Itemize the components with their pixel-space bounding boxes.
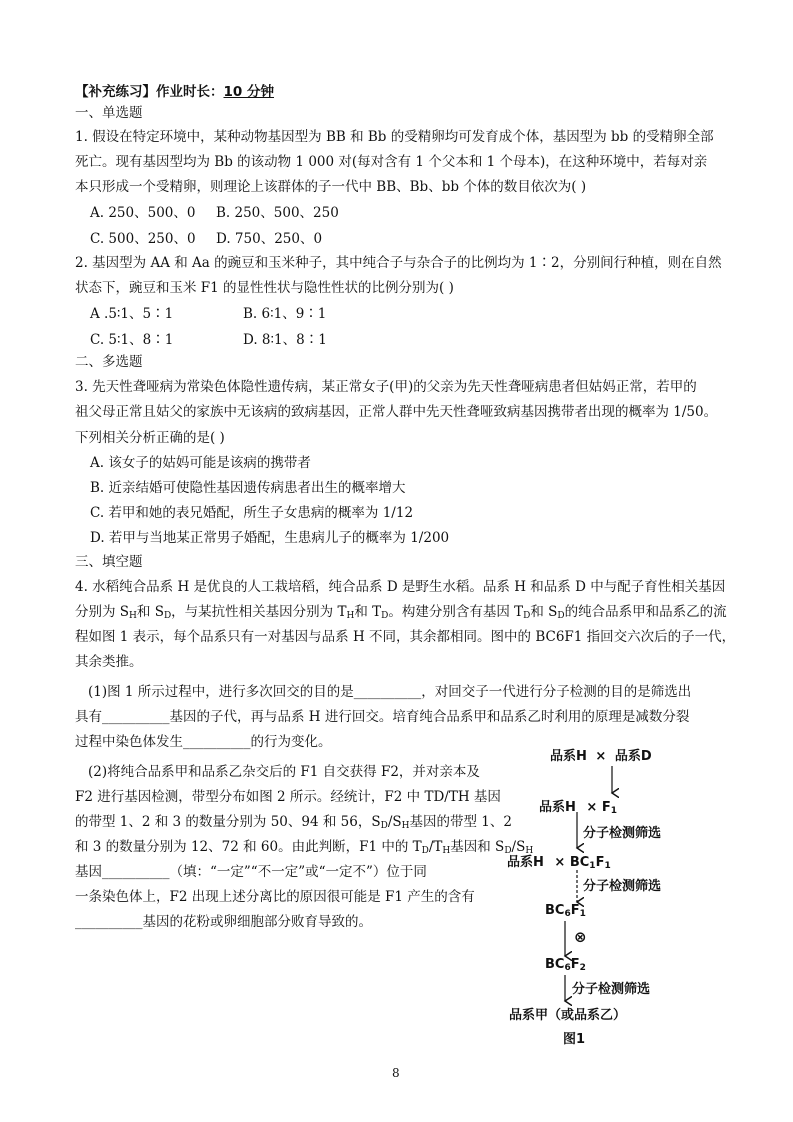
f-label: F [570,957,580,972]
q1-line1: 1. 假设在特定环境中，某种动物基因型为 BB 和 Bb 的受精卵均可发育成个体，基因型为 bb 的受精卵全部 [75,129,714,145]
q4-text: 基因和 S [450,839,505,855]
f-label: F [595,855,605,870]
q4-part1-line3: 过程中染色体发生__________的行为变化。 [75,734,332,750]
section-single-choice: 一、单选题 [75,105,143,121]
q4-part2-line5: 基因__________（填：“一定”“不一定”或“一定不”）位于同 [75,864,427,880]
flow-label-screening-2: 分子检测筛选 [583,879,662,894]
q3-option-d: D. 若甲与当地某正常男子婚配，生患病儿子的概率为 1/200 [90,530,450,546]
q3-line3: 下列相关分析正确的是( ) [75,430,225,446]
q4-part2-line1: (2)将纯合品系甲和品系乙杂交后的 F1 自交获得 F2，并对亲本及 [88,764,480,780]
cross-symbol: × [595,749,607,764]
q1-option-a: A. 250、500、0 [90,205,196,221]
bc1-label: × BC [554,855,590,870]
assignment-header [75,82,274,102]
sub-h: H [129,611,137,621]
selfing-symbol: ⊗ [574,928,587,946]
sub-d: D [163,611,172,621]
q3-line2: 祖父母正常且姑父的家族中无该病的致病基因，正常人群中先天性聋哑致病基因携带者出现的概率为 1/50。 [75,404,718,420]
sub-d: D [523,611,531,621]
q3-line1: 3. 先天性聋哑病为常染色体隐性遗传病，某正常女子(甲)的父亲为先天性聋哑病患者但姑妈正常，若甲的 [75,379,697,395]
q4-line2 [75,602,727,626]
sub-1: 1 [579,909,586,919]
sub-1: 1 [610,806,617,816]
flow-label-screening-1: 分子检测筛选 [583,826,662,841]
q2-line1: 2. 基因型为 AA 和 Aa 的豌豆和玉米种子，其中纯合子与杂合子的比例均为 1∶2，分别间行种植，则在自然 [75,255,722,271]
figure-caption: 图1 [563,1032,586,1047]
q1-option-c: C. 500、250、0 [90,231,196,247]
parent-d-label: 品系D [614,749,652,764]
header-duration: 10 分钟 [223,84,274,100]
sub-2: 2 [579,963,586,973]
sub-1: 1 [589,861,596,871]
q4-line4: 其余类推。 [75,654,143,670]
q4-text: 。构建分别含有基因 T [388,604,524,620]
q4-text: 分别为 S [75,604,130,620]
flow-result: 品系甲（或品系乙） [509,1008,627,1023]
q4-text: 的带型 1、2 和 3 的数量分别为 50、94 和 56，S [75,814,381,830]
q4-text: /T [428,839,443,855]
q3-option-a: A. 该女子的姑妈可能是该病的携带者 [90,455,311,471]
q3-option-b: B. 近亲结婚可使隐性基因遗传病患者出生的概率增大 [90,480,406,496]
q4-part2-line3 [75,812,512,836]
parent-h-label: 品系H [550,749,587,764]
q4-text: /S [511,839,526,855]
flow-row4 [545,903,586,919]
parent-h-label: 品系H [507,855,544,870]
q4-text: 和 3 的数量分别为 12、72 和 60。由此判断，F1 中的 T [75,839,422,855]
q4-line3: 程如图 1 表示，每个品系只有一对基因与品系 H 不同，其余都相同。图中的 BC6F1 指回交六次后的子一代， [75,629,736,645]
q4-text: 和 S [530,604,558,620]
sub-h: H [401,821,410,831]
sub-h: H [525,846,534,856]
q4-part2-line6: 一条染色体上，F2 出现上述分离比的原因很可能是 F1 产生的含有 [75,889,475,905]
sub-h: H [442,846,451,856]
q2-option-d: D. 8∶1、8∶1 [243,332,327,348]
flow-label-screening-3: 分子检测筛选 [572,982,651,997]
q2-option-a: A .5∶1、5∶1 [90,306,174,322]
parent-h-label: 品系H [539,800,576,815]
q4-part2-line2: F2 进行基因检测，带型分布如图 2 所示。经统计，F2 中 TD/TH 基因 [75,789,501,805]
q4-text: 和 T [354,604,382,620]
q4-text: 基因的带型 1、2 [409,814,512,830]
q1-option-b: B. 250、500、250 [216,205,339,221]
q3-option-c: C. 若甲和她的表兄婚配，所生子女患病的概率为 1/12 [90,505,414,521]
q1-line3: 本只形成一个受精卵，则理论上该群体的子一代中 BB、Bb、bb 个体的数目依次为( ) [75,179,587,195]
q1-line2: 死亡。现有基因型均为 Bb 的该动物 1 000 对(每对含有 1 个父本和 1 个母本)，在这种环境中，若每对亲 [75,154,708,170]
page-number: 8 [392,1066,400,1080]
bc6-label: BC [545,903,565,918]
flow-row5 [545,957,586,973]
q4-part1-line1: (1)图 1 所示过程中，进行多次回交的目的是__________，对回交子一代进行分子检测的目的是筛选出 [88,684,692,700]
sub-d: D [557,611,565,621]
f-label: F [570,903,580,918]
q2-option-b: B. 6∶1、9∶1 [243,306,327,322]
q4-text: 和 S [136,604,164,620]
section-fill-in: 三、填空题 [75,554,143,570]
sub-h: H [346,611,355,621]
header-prefix: 【补充练习】作业时长： [75,84,224,100]
flow-row2 [539,796,617,816]
q4-text: ，与某抗性相关基因分别为 T [171,604,347,620]
q4-line1: 4. 水稻纯合品系 H 是优良的人工栽培稻，纯合品系 D 是野生水稻。品系 H 和品系 D 中与配子育性相关基因 [75,579,726,595]
q4-part2-line4 [75,837,533,861]
q4-part1-line2: 具有__________基因的子代，再与品系 H 进行回交。培育纯合品系甲和品系乙时利用的原理是减数分裂 [75,709,690,725]
f1-label: × F [586,800,611,815]
q2-option-c: C. 5∶1、8∶1 [90,332,174,348]
sub-d: D [381,611,389,621]
section-multi-choice: 二、多选题 [75,354,143,370]
q4-text: 的纯合品系甲和品系乙的流 [564,604,727,620]
sub-d: D [421,846,429,856]
sub-d: D [504,846,512,856]
q1-option-d: D. 750、250、0 [216,231,323,247]
q4-text: /S [387,814,402,830]
sub-1: 1 [604,861,611,871]
flow-row1 [550,745,652,764]
bc6-label: BC [545,957,565,972]
q2-line2: 状态下，豌豆和玉米 F1 的显性性状与隐性性状的比例分别为( ) [75,280,454,296]
sub-6: 6 [564,963,571,973]
sub-6: 6 [564,909,571,919]
sub-d: D [380,821,388,831]
flow-row3 [507,851,611,871]
q4-part2-line7: __________基因的花粉或卵细胞部分败育导致的。 [75,914,372,930]
